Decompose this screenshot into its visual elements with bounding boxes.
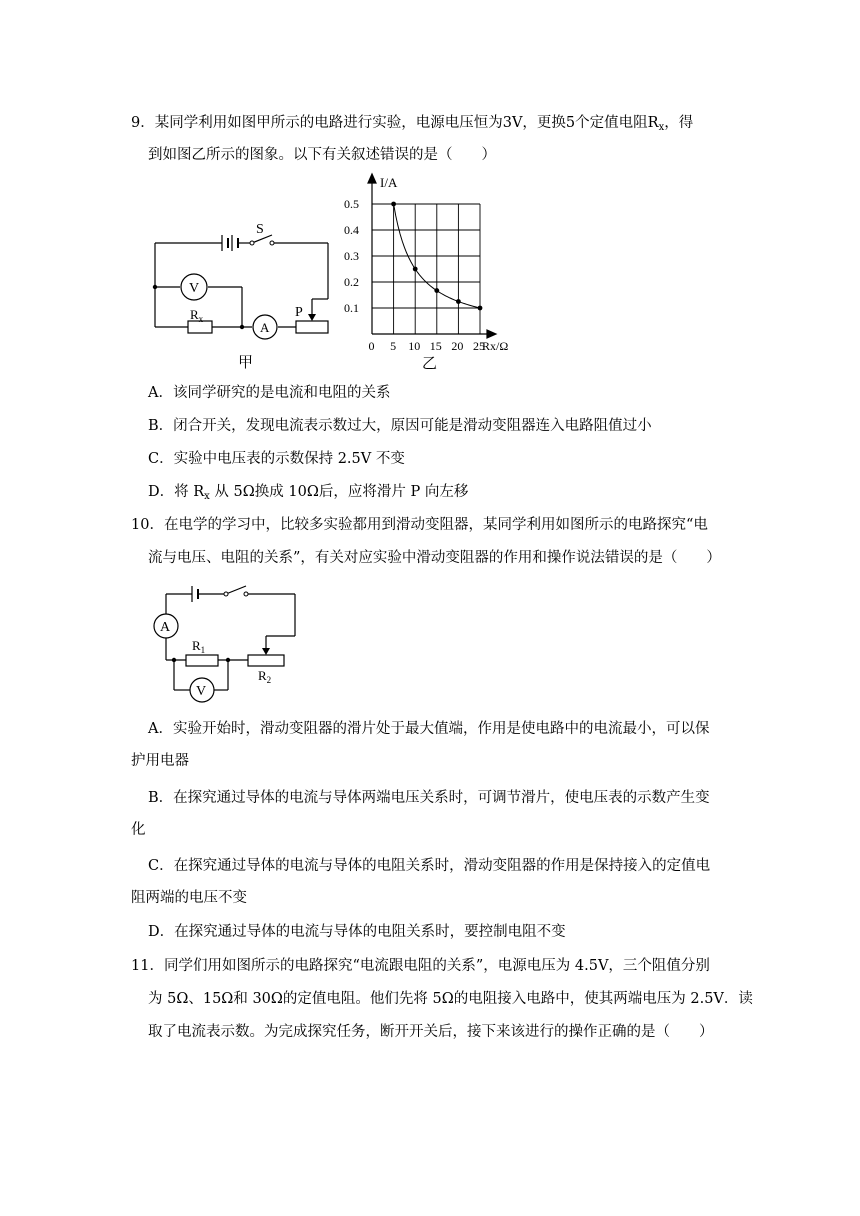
figure-caption-jia: 甲 — [238, 355, 254, 371]
voltmeter-label: V — [189, 281, 200, 296]
q10-option-b-line2: 化 — [131, 822, 146, 838]
chart-y-tick-label: 0.5 — [344, 197, 359, 211]
q9-option-a: A．该同学研究的是电流和电阻的关系 — [148, 385, 391, 401]
chart-xlabel: Rx/Ω — [482, 339, 509, 353]
chart-x-tick-label: 25 — [473, 339, 485, 353]
ammeter-label: A — [260, 320, 270, 335]
chart-x-tick-label: 15 — [429, 339, 442, 353]
chart-grid — [372, 204, 480, 334]
q9-option-b: B．闭合开关，发现电流表示数过大，原因可能是滑动变阻器连入电路阻值过小 — [148, 418, 652, 434]
chart-y-tick-label: 0.1 — [344, 301, 359, 315]
chart-ylabel: I/A — [380, 175, 398, 190]
q10-stem-line1: 10．在电学的学习中，比较多实验都用到滑动变阻器，某同学利用如图所示的电路探究“电 — [131, 517, 708, 533]
q9-stem-line1: 9．某同学利用如图甲所示的电路进行实验，电源电压恒为3V，更换5个定值电阻$R_x$，得 — [131, 115, 694, 133]
q9-graph-yi — [340, 172, 540, 372]
q10-option-b-line1: B．在探究通过导体的电流与导体两端电压关系时，可调节滑片，使电压表的示数产生变 — [148, 790, 710, 806]
q10-circuit-figure — [150, 580, 310, 710]
ammeter-label: A — [160, 620, 171, 635]
chart-y-tick-label: 0.2 — [344, 275, 359, 289]
q10-option-a-line1: A．实验开始时，滑动变阻器的滑片处于最大值端，作用是使电路中的电流最小，可以保 — [148, 721, 710, 737]
chart-data-point — [391, 202, 396, 207]
figure-caption-yi: 乙 — [422, 356, 438, 372]
q9-option-d: D．将 $R_x$ 从 5Ω换成 10Ω后，应将滑片 P 向左移 — [148, 484, 469, 502]
q11-stem-line1: 11．同学们用如图所示的电路探究“电流跟电阻的关系”，电源电压为 4.5V，三个阻值分别 — [131, 958, 710, 974]
q10-stem-line2: 流与电压、电阻的关系”，有关对应实验中滑动变阻器的作用和操作说法错误的是（ ） — [148, 550, 721, 566]
voltmeter-label: V — [196, 684, 207, 699]
chart-x-tick-label: 10 — [408, 339, 421, 353]
chart-x-tick-label: 0 — [368, 339, 375, 353]
q11-stem-line2: 为 5Ω、15Ω和 30Ω的定值电阻。他们先将 5Ω的电阻接入电路中，使其两端电压为 2.5V．读 — [148, 991, 753, 1007]
chart-y-tick-label: 0.4 — [344, 223, 359, 237]
chart-data-point — [434, 288, 439, 293]
q10-option-c-line1: C．在探究通过导体的电流与导体的电阻关系时，滑动变阻器的作用是保持接入的定值电 — [148, 858, 711, 874]
q11-stem-line3: 取了电流表示数。为完成探究任务，断开开关后，接下来该进行的操作正确的是（ ） — [148, 1024, 714, 1040]
q10-option-a-line2: 护用电器 — [131, 753, 189, 769]
chart-x-tick-label: 20 — [451, 339, 464, 353]
resistor-r2-label: $R_2$ — [258, 668, 272, 685]
resistor-rx-label: $R_x$ — [190, 307, 204, 324]
q9-option-c: C．实验中电压表的示数保持 2.5V 不变 — [148, 451, 405, 467]
chart-y-tick-label: 0.3 — [344, 249, 359, 263]
slider-p-label: P — [295, 305, 303, 320]
q10-option-c-line2: 阻两端的电压不变 — [131, 890, 247, 906]
chart-data-point — [456, 299, 461, 304]
chart-data-point — [478, 306, 483, 311]
q10-option-d: D．在探究通过导体的电流与导体的电阻关系时，要控制电阻不变 — [148, 924, 566, 940]
resistor-r1-label: $R_1$ — [192, 638, 206, 655]
chart-x-tick-label: 5 — [390, 339, 397, 353]
chart-data-point — [413, 267, 418, 272]
q9-circuit-figure-jia — [150, 215, 350, 375]
switch-label: S — [256, 222, 264, 237]
q9-stem-line2: 到如图乙所示的图象。以下有关叙述错误的是（ ） — [148, 147, 496, 163]
